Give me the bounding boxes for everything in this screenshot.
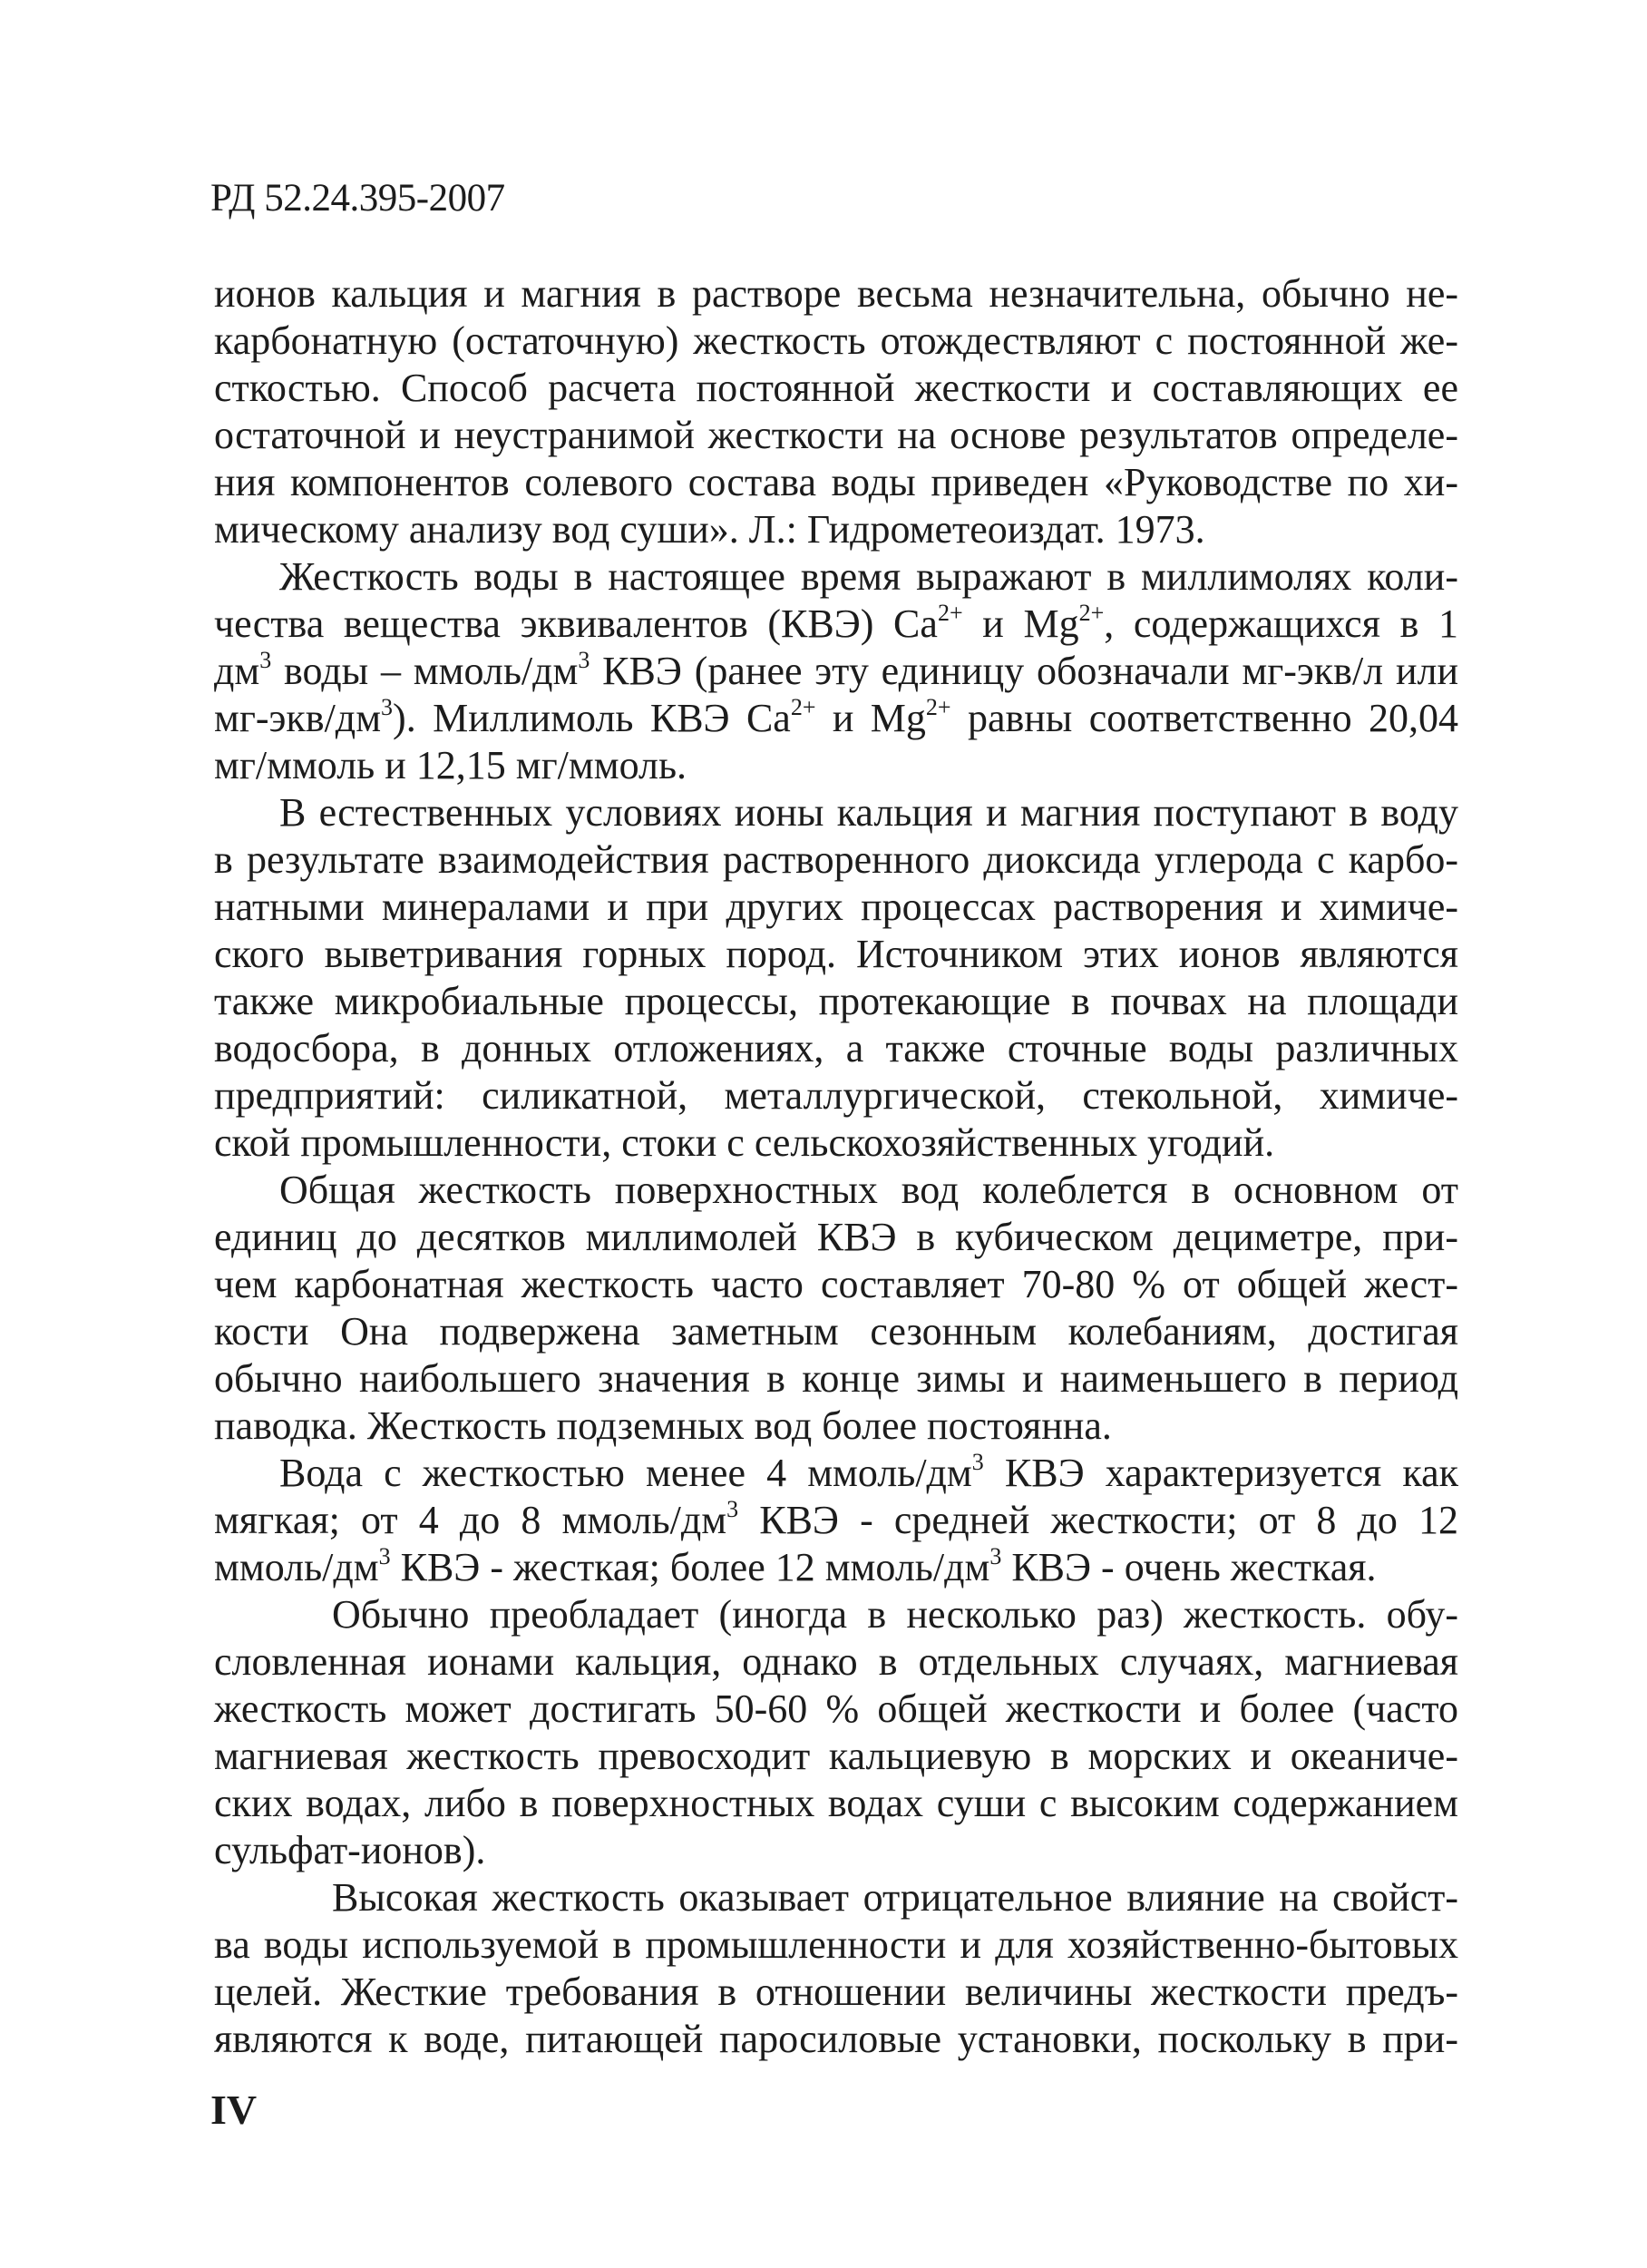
text-line: ва воды используемой в промышленности и для хозяйственно-бытовых bbox=[214, 1922, 1458, 1967]
text-line: $дм^3$ воды – ммоль/$дм^3$ КВЭ (ранее эту единицу обозначали мг-экв/л или bbox=[214, 647, 1458, 693]
paragraph-3 bbox=[214, 789, 1458, 1167]
text-line: Обычно преобладает (иногда в несколько раз) жесткость. обу- bbox=[332, 1592, 1458, 1637]
text-line: сткостью. Способ расчета постоянной жесткости и составляющих ее bbox=[214, 366, 1458, 410]
text-line: Жесткость воды в настоящее время выражают в миллимолях коли- bbox=[279, 554, 1458, 599]
text-line: ской промышленности, стоки с сельскохозяйственных угодий. bbox=[214, 1120, 1275, 1165]
paragraph-4 bbox=[214, 1167, 1458, 1450]
text-line: жесткость может достигать 50-60 % общей жесткости и более (часто bbox=[214, 1686, 1458, 1731]
text-line: ского выветривания горных пород. Источником этих ионов являются bbox=[214, 932, 1458, 976]
text-line: В естественных условиях ионы кальция и магния поступают в воду bbox=[279, 790, 1458, 835]
superscript: 2+ bbox=[1078, 600, 1105, 626]
superscript: 2+ bbox=[925, 694, 951, 720]
superscript: 2+ bbox=[937, 600, 963, 626]
text-line: мягкая; от 4 до 8 ммоль/$дм^3$ КВЭ - средней жесткости; от 8 до 12 bbox=[214, 1496, 1459, 1542]
text-line: сульфат-ионов). bbox=[214, 1828, 486, 1872]
text-line: чества вещества эквивалентов (КВЭ) $Ca^{2+}$ и $Mg^{2+}$, содержащихся в 1 bbox=[214, 600, 1458, 646]
text-line: водосбора, в донных отложениях, а также сточные воды различных bbox=[214, 1026, 1458, 1070]
text-line: чем карбонатная жесткость часто составляет 70-80 % от общей жест- bbox=[214, 1262, 1458, 1306]
body-text bbox=[214, 270, 1458, 2063]
text-line: Высокая жесткость оказывает отрицательное влияние на свойст- bbox=[332, 1875, 1458, 1920]
text-line: обычно наибольшего значения в конце зимы и наименьшего в период bbox=[214, 1356, 1458, 1401]
superscript: 2+ bbox=[790, 694, 816, 720]
text-line: ния компонентов солевого состава воды приведен «Руководстве по хи- bbox=[214, 460, 1458, 504]
text-line: ионов кальция и магния в растворе весьма незначительна, обычно не- bbox=[214, 271, 1458, 316]
text-line: карбонатную (остаточную) жесткость отождествляют с постоянной же- bbox=[214, 318, 1458, 363]
text-line: словленная ионами кальция, однако в отдельных случаях, магниевая bbox=[214, 1639, 1458, 1684]
text-line: единиц до десятков миллимолей КВЭ в кубическом дециметре, при- bbox=[214, 1215, 1458, 1259]
text-line: являются к воде, питающей паросиловые установки, поскольку в при- bbox=[214, 2017, 1458, 2061]
text-line: предприятий: силикатной, металлургической, стекольной, химиче- bbox=[214, 1073, 1458, 1118]
paragraph-7 bbox=[214, 1874, 1458, 2063]
text-line: Общая жесткость поверхностных вод колеблется в основном от bbox=[279, 1168, 1458, 1212]
superscript: 3 bbox=[971, 1449, 984, 1475]
document-code-header: РД 52.24.395-2007 bbox=[210, 177, 505, 220]
paragraph-1 bbox=[214, 270, 1458, 553]
superscript: 3 bbox=[381, 694, 394, 720]
text-line: мг/ммоль и 12,15 мг/ммоль. bbox=[214, 743, 687, 787]
text-line: целей. Жесткие требования в отношении величины жесткости предъ- bbox=[214, 1970, 1458, 2014]
superscript: 3 bbox=[378, 1543, 391, 1569]
text-line: также микробиальные процессы, протекающие в почвах на площади bbox=[214, 979, 1458, 1023]
paragraph-5 bbox=[214, 1450, 1458, 1591]
text-line: остаточной и неустранимой жесткости на основе результатов определе- bbox=[214, 413, 1458, 457]
text-line: в результате взаимодействия растворенного диоксида углерода с карбо- bbox=[214, 837, 1458, 882]
text-line: мическому анализу вод суши». Л.: Гидрометеоиздат. 1973. bbox=[214, 507, 1205, 552]
text-line: ммоль/$дм^3$ КВЭ - жесткая; более 12 ммоль/$дм^3$ КВЭ - очень жесткая. bbox=[214, 1543, 1377, 1589]
text-line: $мг-экв/дм^3$). Миллимоль КВЭ $Ca^{2+}$ и $Mg^{2+}$ равны соответственно 20,04 bbox=[214, 694, 1458, 740]
text-line: магниевая жесткость превосходит кальциевую в морских и океаниче- bbox=[214, 1734, 1458, 1778]
page-number: IV bbox=[210, 2087, 258, 2133]
text-line: Вода с жесткостью менее 4 ммоль/$дм^3$ КВЭ характеризуется как bbox=[279, 1449, 1458, 1495]
superscript: 3 bbox=[989, 1543, 1002, 1569]
superscript: 3 bbox=[726, 1496, 739, 1522]
superscript: 3 bbox=[578, 647, 590, 673]
paragraph-2 bbox=[214, 553, 1458, 789]
text-line: ских водах, либо в поверхностных водах суши с высоким содержанием bbox=[214, 1781, 1458, 1825]
superscript: 3 bbox=[259, 647, 272, 673]
paragraph-6 bbox=[214, 1591, 1458, 1874]
text-line: паводка. Жесткость подземных вод более постоянна. bbox=[214, 1403, 1112, 1448]
text-line: кости Она подвержена заметным сезонным колебаниям, достигая bbox=[214, 1309, 1458, 1354]
text-line: натными минералами и при других процессах растворения и химиче- bbox=[214, 885, 1458, 929]
